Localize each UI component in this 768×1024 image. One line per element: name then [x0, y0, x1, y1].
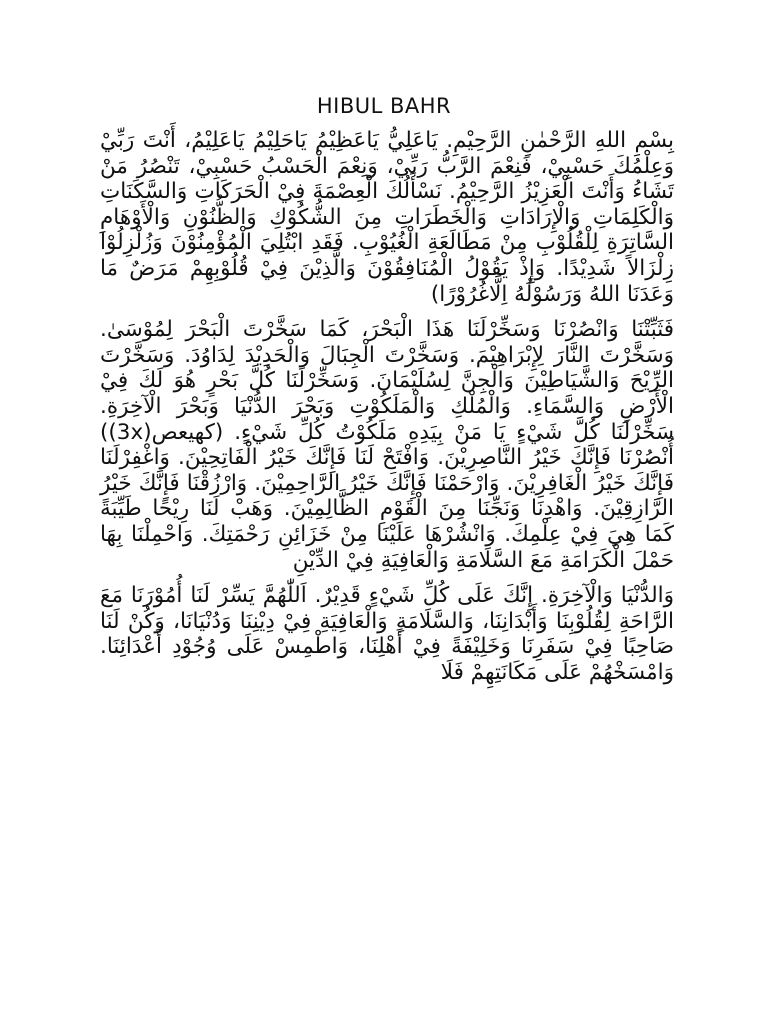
paragraph-supplication-sea: فَثَبِّتْنَا وَانْصُرْنَا وَسَخِّرْلَنَا هَذَا الْبَحْرَ، كَمَا سَخَّرْتَ الْبَحْرَ لِمُوْسَىٰ. وَسَخَّرْتَ النَّارَ لِإِبْرَاهِيْمَ. وَسَخَّرْتَ الْجِبَالَ وَالْحَدِيْدَ لِدَاوُدَ. وَسَخَّرْتَ الرِّيْحَ وَالشَّيَاطِيْنَ وَالْجِنَّ لِسُلَيْمَانَ. وَسَخِّرْلَنَا كُلَّ بَحْرٍ هُوَ لَكَ فِيْ الْأَرْضِ وَالسَّمَاءِ. وَالْمُلْكِ وَالْمَلَكُوْتِ وَبَحْرَ الدُّنْيَا وَبَحْرَ الْآخِرَةِ. سَخِّرْلَنَا كُلَّ شَيْءٍ يَا مَنْ بِيَدِهِ مَلَكُوْتُ كُلِّ شَيْءٍ. (كهيعص(3x)) أُنْصُرْنَا فَإِنَّكَ خَيْرُ النَّاصِرِيْنَ. وَافْتَحْ لَنَا فَإِنَّكَ خَيْرُ الْفَاتِحِيْنَ. وَاغْفِرْلَنَا فَإِنَّكَ خَيْرُ الْغَافِرِيْنَ. وَارْحَمْنَا فَإِنَّكَ خَيْرُ الرَّاحِمِيْنَ. وَارْزُقْنَا فَإِنَّكَ خَيْرُ الرَّازِقِيْنَ. وَاهْدِنَا وَنَجِّنَا مِنَ الْقَوْمِ الظَّالِمِيْنَ. وَهَبْ لَنَا رِيْحًا طَيِّبَةً كَمَا هِيَ فِيْ عِلْمِكَ. وَانْشُرْهَا عَلَيْنَا مِنْ خَزَائِنِ رَحْمَتِكَ. وَاحْمِلْنَا بِهَا حَمْلَ الْكَرَامَةِ مَعَ السَّلَامَةِ وَالْعَافِيَةِ فِيْ الدِّيْنِ	[100, 317, 674, 573]
paragraph-opening-prayer: بِسْمِ اللهِ الرَّحْمٰنِ الرَّحِيْمِ. يَاعَلِيُّ يَاعَظِيْمُ يَاحَلِيْمُ يَاعَلِيْمُ، أَنْتَ رَبِّيْ وَعِلْمُكَ حَسْبِيْ، فَنِعْمَ الرَّبُّ رَبِّيْ، وَنِعْمَ الْحَسْبُ حَسْبِيْ، تَنْصُرُ مَنْ تَشَاءُ وَأَنْتَ الْعَزِيْزُ الرَّحِيْمُ. نَسْأَلُكَ الْعِصْمَةَ فِيْ الْحَرَكَاتِ وَالسَّكَنَاتِ وَالْكَلِمَاتِ وَالْإِرَادَاتِ وَالْخَطَرَاتِ مِنَ الشُّكُوْكِ وَالظُّنُوْنِ وَالْأَوْهَامِ السَّاتِرَةِ لِلْقُلُوْبِ مِنْ مَطَالَعَةِ الْغُيُوْبِ. فَقَدِ ابْتُلِيَ الْمُؤْمِنُوْنَ وَزُلْزِلُوْا زِلْزَالاً شَدِيْدًا. وَإِذْ يَقُوْلُ الْمُنَافِقُوْنَ وَالَّذِيْنَ فِيْ قُلُوْبِهِمْ مَرَضٌ مَا وَعَدَنَا اللهُ وَرَسُوْلُهُ اِلَّاغُرُوْرًا)	[100, 128, 674, 307]
paragraph-closing-prayer: وَالدُّنْيَا وَالْآخِرَةِ. إِنَّكَ عَلَى كُلِّ شَيْءٍ قَدِيْرٌ. اَللّٰهُمَّ يَسِّرْ لَنَا أُمُوْرَنَا مَعَ الرَّاحَةِ لِقُلُوْبِنَا وَأَبْدَانِنَا، وَالسَّلَامَةِ وَالْعَافِيَةِ فِيْ دِيْنِنَا وَدُنْيَانَا، وَكُنْ لَنَا صَاحِبًا فِيْ سَفَرِنَا وَخَلِيْفَةً فِيْ أَهْلِنَا، وَاطْمِسْ عَلَى وُجُوْدِ أَعْدَائِنَا. وَامْسَخْهُمْ عَلَى مَكَانَتِهِمْ فَلَا	[100, 583, 674, 685]
document-body	[100, 128, 674, 695]
document-title: HIBUL BAHR	[316, 94, 452, 118]
